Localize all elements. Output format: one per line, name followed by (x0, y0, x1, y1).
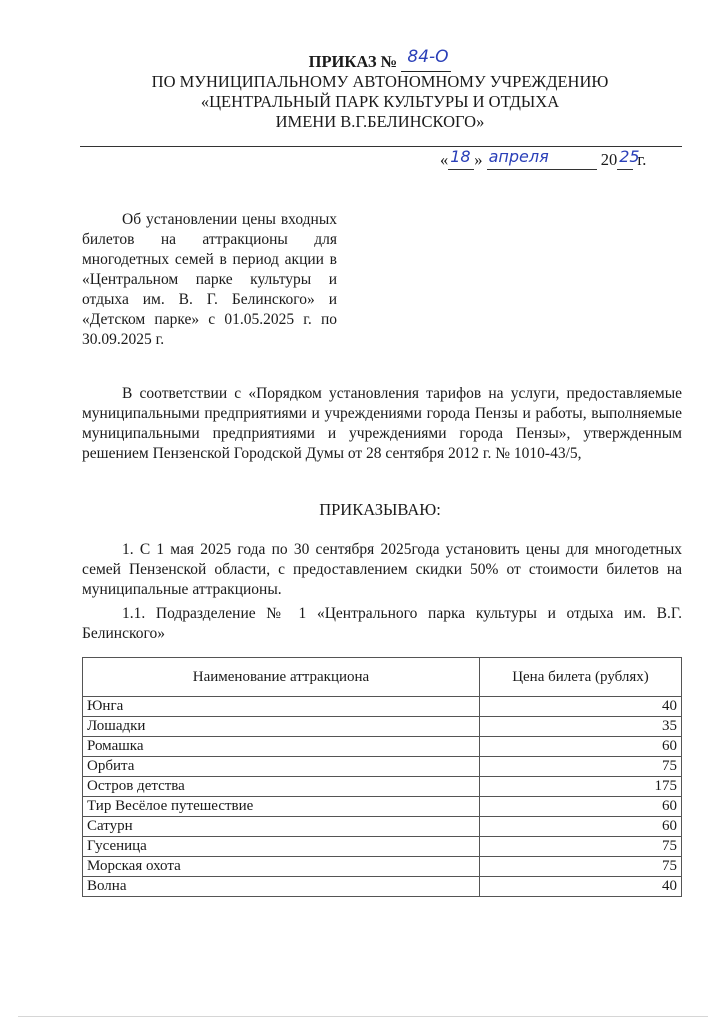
table-row (83, 757, 682, 777)
attraction-name: Сатурн (83, 817, 480, 837)
ticket-price: 175 (480, 777, 682, 797)
date-close-quote: » (474, 150, 483, 169)
order-title (80, 47, 680, 72)
attraction-name: Юнга (83, 697, 480, 717)
header-line-2: «ЦЕНТРАЛЬНЫЙ ПАРК КУЛЬТУРЫ И ОТДЫХА (200, 92, 560, 111)
ticket-price: 60 (480, 797, 682, 817)
column-header-price: Цена билета (рублях) (480, 658, 682, 697)
order-word: ПРИКАЗЫВАЮ: (319, 500, 441, 519)
date-month-blank (487, 147, 597, 170)
header-line-3: ИМЕНИ В.Г.БЕЛИНСКОГО» (275, 112, 485, 131)
order-title-label: ПРИКАЗ № (308, 52, 398, 71)
table-row (83, 857, 682, 877)
column-header-name: Наименование аттракциона (83, 658, 480, 697)
date-year-handwritten: 25 (619, 147, 640, 166)
table-row (83, 837, 682, 857)
attraction-name: Ромашка (83, 737, 480, 757)
header-divider (80, 146, 682, 147)
ticket-price: 40 (480, 697, 682, 717)
ticket-price: 75 (480, 837, 682, 857)
table-row (83, 797, 682, 817)
clause-1-1: 1.1. Подразделение № 1 «Центрального парка культуры и отдыха им. В.Г. Белинского» (82, 605, 682, 642)
date-month-handwritten: апреля (488, 147, 549, 166)
table-row (83, 717, 682, 737)
ticket-price: 75 (480, 757, 682, 777)
price-table (82, 657, 682, 897)
table-row (83, 877, 682, 897)
order-number-blank (401, 47, 451, 72)
table-header-row (83, 658, 682, 697)
ticket-price: 40 (480, 877, 682, 897)
scan-edge-line (18, 1016, 708, 1017)
ticket-price: 60 (480, 817, 682, 837)
header-line-1: ПО МУНИЦИПАЛЬНОМУ АВТОНОМНОМУ УЧРЕЖДЕНИЮ (151, 72, 609, 91)
order-date (440, 147, 682, 170)
ticket-price: 35 (480, 717, 682, 737)
date-year-prefix: 20 (600, 150, 618, 169)
attraction-name: Орбита (83, 757, 480, 777)
order-number-handwritten: 84-О (407, 47, 449, 67)
date-day-blank (448, 147, 474, 170)
attraction-name: Остров детства (83, 777, 480, 797)
date-open-quote: « (440, 150, 449, 169)
attraction-name: Гусеница (83, 837, 480, 857)
table-row (83, 777, 682, 797)
attraction-name: Лошадки (83, 717, 480, 737)
attraction-name: Морская охота (83, 857, 480, 877)
preamble-paragraph: В соответствии с «Порядком установления тарифов на услуги, предоставляемые муниципальными предприятиями и учреждениями города Пензы и работы, выполняемые муниципальными предприятиями и учреждениями города Пензы», утвержденным решением Пензенской Городской Думы от 28 сентября 2012 г. № 1010-43/5, (82, 385, 682, 462)
date-year-blank (617, 147, 640, 170)
ticket-price: 60 (480, 737, 682, 757)
attraction-name: Волна (83, 877, 480, 897)
ticket-price: 75 (480, 857, 682, 877)
table-row (83, 817, 682, 837)
table-row (83, 737, 682, 757)
date-year-unit: г. (637, 150, 647, 169)
clause-1: 1. С 1 мая 2025 года по 30 сентября 2025года установить цены для многодетных семей Пензенской области, с предоставлением скидки 50% от стоимости билетов на муниципальные аттракционы. (82, 541, 682, 598)
attraction-name: Тир Весёлое путешествие (83, 797, 480, 817)
date-day-handwritten: 18 (450, 147, 471, 166)
order-subject: Об установлении цены входных билетов на аттракционы для многодетных семей в период акции в «Центральном парке культуры и отдыха им. В. Г. Белинского» и «Детском парке» с 01.05.2025 г. по 30.09.2025 г. (82, 211, 337, 348)
table-row (83, 697, 682, 717)
